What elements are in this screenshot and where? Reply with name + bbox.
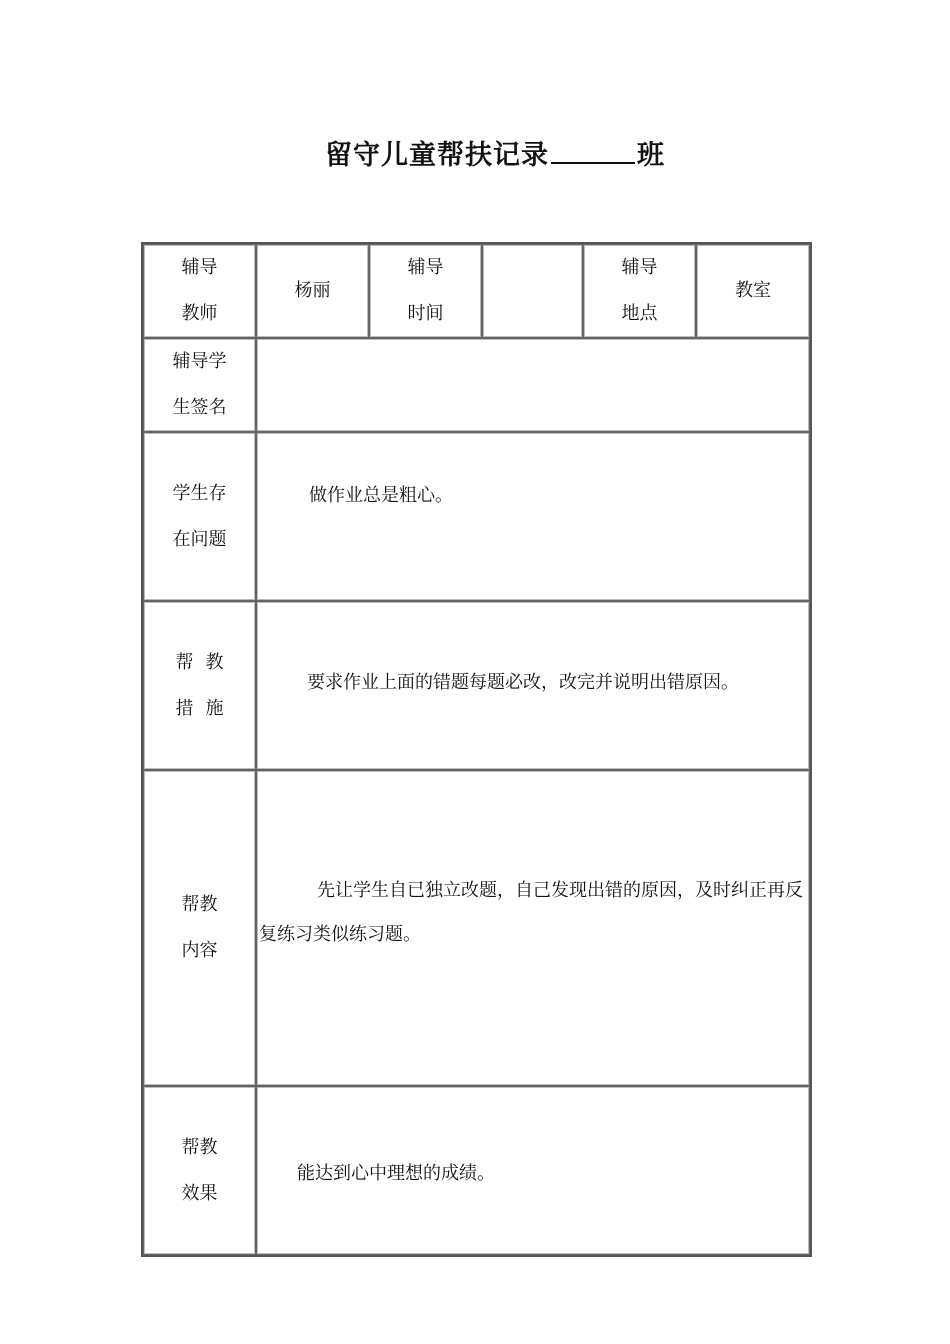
measures-label-line1: 帮教 <box>175 651 236 673</box>
content-label-line2: 内容 <box>181 940 218 961</box>
teacher-label-cell <box>143 244 256 338</box>
measures-label-cell <box>143 601 256 770</box>
teacher-label-line2: 教师 <box>181 303 218 324</box>
time-label-line2: 时间 <box>407 303 444 324</box>
signature-label-line2: 生签名 <box>172 397 227 418</box>
problem-value: 做作业总是粗心。 <box>256 432 810 601</box>
place-label-line2: 地点 <box>621 303 658 324</box>
page-title <box>0 130 950 178</box>
content-row <box>143 770 810 1086</box>
time-label-cell <box>369 244 482 338</box>
time-label-line1: 辅导 <box>407 257 444 278</box>
effect-label-cell <box>143 1086 256 1255</box>
content-value: 先让学生自已独立改题，自己发现出错的原因，及时纠正再反复练习类似练习题。 <box>256 770 810 1086</box>
problem-row <box>143 432 810 601</box>
problem-label-line2: 在问题 <box>172 528 227 550</box>
class-name-blank <box>551 130 635 164</box>
problem-label-cell <box>143 432 256 601</box>
place-label-line1: 辅导 <box>621 257 658 278</box>
signature-label-line1: 辅导学 <box>172 351 227 372</box>
content-label-cell <box>143 770 256 1086</box>
time-value <box>482 244 583 338</box>
signature-row <box>143 338 810 432</box>
title-suffix: 班 <box>637 140 665 171</box>
signature-value <box>256 338 810 432</box>
title-text: 留守儿童帮扶记录 <box>325 140 549 171</box>
header-info-row <box>143 244 810 338</box>
teacher-value: 杨丽 <box>256 244 369 338</box>
place-value: 教室 <box>696 244 810 338</box>
tutoring-record-table <box>141 242 812 1257</box>
effect-row <box>143 1086 810 1255</box>
signature-label-cell <box>143 338 256 432</box>
place-label-cell <box>583 244 696 338</box>
effect-label-line2: 效果 <box>181 1182 218 1204</box>
measures-value: 要求作业上面的错题每题必改，改完并说明出错原因。 <box>256 601 810 770</box>
effect-value: 能达到心中理想的成绩。 <box>256 1086 810 1255</box>
measures-label-line2: 措施 <box>175 697 236 719</box>
problem-label-line1: 学生存 <box>172 482 227 504</box>
effect-label-line1: 帮教 <box>181 1136 218 1158</box>
measures-row <box>143 601 810 770</box>
content-label-line1: 帮教 <box>181 894 218 915</box>
teacher-label-line1: 辅导 <box>181 257 218 278</box>
